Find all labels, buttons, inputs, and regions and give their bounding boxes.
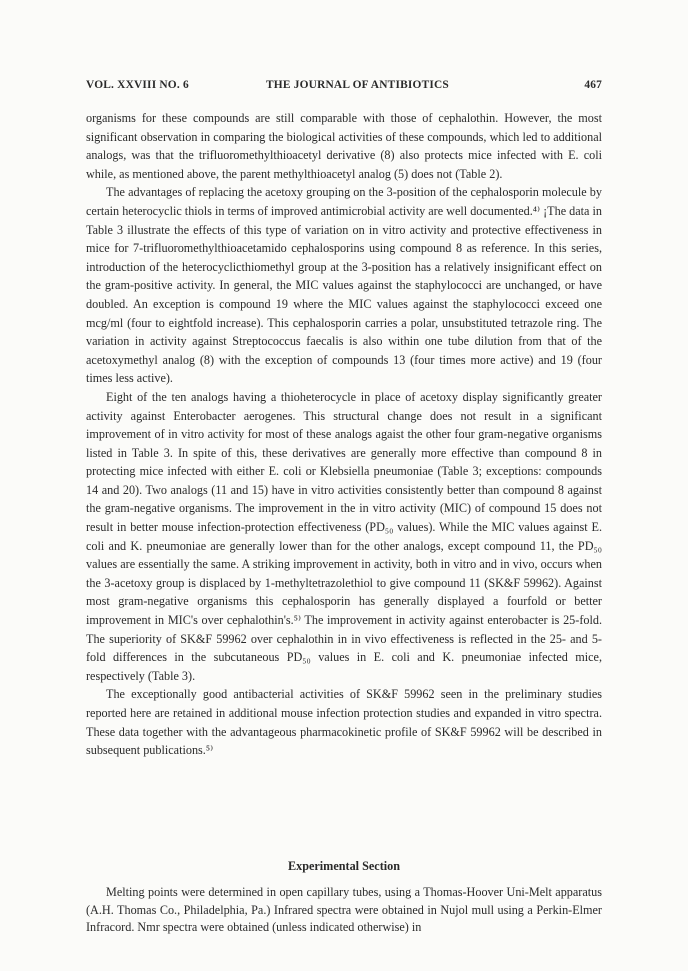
paragraph-4: The exceptionally good antibacterial activities of SK&F 59962 seen in the preliminary studies reported here are retained in additional mouse infection protection studies and expanded in vitro spectra. These data together with the advantageous pharmacokinetic profile of SK&F 59962 will be described in subsequent publications.⁵⁾ <box>86 687 602 758</box>
volume-issue: VOL. XXVIII NO. 6 <box>86 79 189 91</box>
paragraph-2: The advantages of replacing the acetoxy grouping on the 3-position of the cephalosporin molecule by certain heterocyclic thiols in terms of improved antimicrobial activity are well documented.⁴⁾ ¡The data in Table 3 illustrate the effects of this type of variation on in vitro activity and protective effectiveness in mice for 7-trifluoromethylthioacetamido cephalosporins using compound 8 as reference. In this series, introduction of the heterocyclicthiomethyl group at the 3-position has a relatively insignificant effect on the gram-positive activity. In general, the MIC values against the staphylococci are unchanged, or have doubled. An exception is compound 19 where the MIC values against the staphylococci exceed one mcg/ml (four to eightfold increase). This cephalosporin carries a polar, unsubstituted tetrazole ring. The variation in activity against Streptococcus faecalis is also within one tube dilution from that of the acetoxymethyl analog (8) with the exception of compounds 13 (four times more active) and 19 (four times less active). <box>86 185 602 386</box>
article-body <box>86 109 602 760</box>
page-number: 467 <box>584 79 602 91</box>
paragraph-1: organisms for these compounds are still comparable with those of cephalothin. However, the most significant observation in comparing the biological activities of these compounds, which led to additional analogs, was that the trifluoromethylthioacetyl derivative (8) also protects mice infected with E. coli while, as mentioned above, the parent methylthioacetyl analog (5) does not (Table 2). <box>86 111 602 181</box>
journal-title: THE JOURNAL OF ANTIBIOTICS <box>266 79 449 91</box>
section-heading: Experimental Section <box>287 859 401 873</box>
experimental-paragraph: Melting points were determined in open capillary tubes, using a Thomas-Hoover Uni-Melt apparatus (A.H. Thomas Co., Philadelphia, Pa.) Infrared spectra were obtained in Nujol mull using a Perkin-Elmer Infracord. Nmr spectra were obtained (unless indicated otherwise) in <box>86 885 602 935</box>
running-header <box>86 79 602 95</box>
experimental-section <box>86 884 602 937</box>
paragraph-3: Eight of the ten analogs having a thioheterocycle in place of acetoxy display significantly greater activity against Enterobacter aerogenes. This structural change does not result in a significant improvement of in vitro activity for most of these analogs agaist the other four gram-negative organisms listed in Table 3. In spite of this, these derivatives are generally more effective than compound 8 in protecting mice infected with either E. coli or Klebsiella pneumoniae (Table 3; exceptions: compounds 14 and 20). Two analogs (11 and 15) have in vitro activities consistently better than compound 8 against the gram-negative organisms. The improvement in the in vitro activity (MIC) of compound 15 does not result in better mouse infection-protection effectiveness (PD₅₀ values). While the MIC values against E. coli and K. pneumoniae are generally lower than for the other analogs, except compound 11, the PD₅₀ values are essentially the same. A striking improvement in activity, both in vitro and in vivo, occurs when the 3-acetoxy group is displaced by 1-methyltetrazolethiol to give compound 11 (SK&F 59962). Against most gram-negative organisms this cephalosporin has generally displayed a fourfold or better improvement in MIC's over cephalothin's.⁵⁾ The improvement in activity against enterobacter is 25-fold. The superiority of SK&F 59962 over cephalothin in in vivo effectiveness is reflected in the 25- and 5-fold differences in the subcutaneous PD₅₀ values in E. coli and K. pneumoniae infected mice, respectively (Table 3). <box>86 389 602 683</box>
